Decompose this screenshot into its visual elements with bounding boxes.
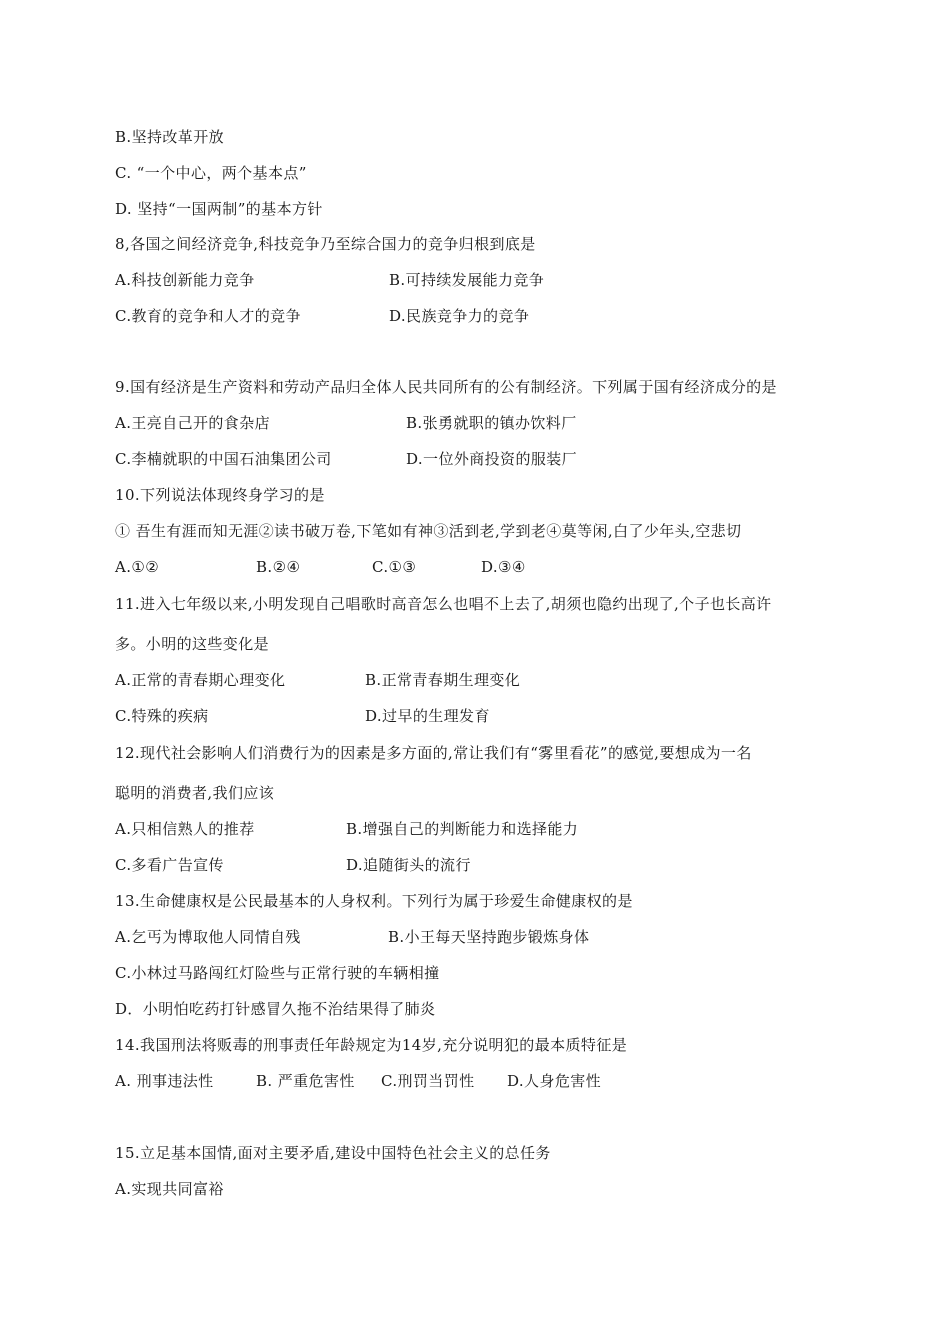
q9-option-c: C.李楠就职的中国石油集团公司 — [115, 450, 332, 468]
q10-option-d: D.③④ — [481, 558, 526, 576]
q12-option-b: B.增强自己的判断能力和选择能力 — [346, 820, 579, 838]
q11-option-a: A.正常的青春期心理变化 — [115, 671, 286, 689]
q14-option-a: A. 刑事违法性 — [115, 1072, 214, 1090]
q8-option-d: D.民族竞争力的竞争 — [389, 307, 530, 325]
q8-option-a: A.科技创新能力竞争 — [115, 271, 255, 289]
q12-option-c: C.多看广告宣传 — [115, 856, 224, 874]
q9-option-d: D.一位外商投资的服装厂 — [406, 450, 578, 468]
q13-option-a: A.乞丐为博取他人同情自残 — [115, 928, 301, 946]
q13-stem: 13.生命健康权是公民最基本的人身权利。下列行为属于珍爱生命健康权的是 — [115, 892, 633, 910]
q13-option-b: B.小王每天坚持跑步锻炼身体 — [388, 928, 590, 946]
q7-option-d: D. 坚持“一国两制”的基本方针 — [115, 200, 323, 218]
q14-option-c: C.刑罚当罚性 — [381, 1072, 475, 1090]
q7-option-b: B.坚持改革开放 — [115, 128, 224, 146]
q14-stem: 14.我国刑法将贩毒的刑事责任年龄规定为14岁,充分说明犯的最本质特征是 — [115, 1036, 628, 1054]
q13-option-c: C.小林过马路闯红灯险些与正常行驶的车辆相撞 — [115, 964, 440, 982]
q12-stem-line2: 聪明的消费者,我们应该 — [115, 784, 275, 802]
q10-stem: 10.下列说法体现终身学习的是 — [115, 486, 325, 504]
q11-option-c: C.特殊的疾病 — [115, 707, 209, 725]
q12-stem-line1: 12.现代社会影响人们消费行为的因素是多方面的,常让我们有“雾里看花”的感觉,要想成为一名 — [115, 744, 752, 762]
q10-items: ① 吾生有涯而知无涯②读书破万卷,下笔如有神③活到老,学到老④莫等闲,白了少年头,空悲切 — [115, 522, 742, 540]
q10-option-a: A.①② — [115, 558, 160, 576]
q7-option-c: C. “一个中心，两个基本点” — [115, 164, 307, 182]
q14-option-d: D.人身危害性 — [507, 1072, 602, 1090]
q12-option-a: A.只相信熟人的推荐 — [115, 820, 255, 838]
q13-option-d: D．小明怕吃药打针感冒久拖不治结果得了肺炎 — [115, 1000, 436, 1018]
q14-option-b: B. 严重危害性 — [256, 1072, 355, 1090]
q8-option-b: B.可持续发展能力竞争 — [389, 271, 545, 289]
q10-option-b: B.②④ — [256, 558, 301, 576]
q8-stem: 8,各国之间经济竞争,科技竞争乃至综合国力的竞争归根到底是 — [115, 235, 536, 253]
q9-option-b: B.张勇就职的镇办饮料厂 — [406, 414, 577, 432]
q12-option-d: D.追随街头的流行 — [346, 856, 471, 874]
q9-stem: 9.国有经济是生产资料和劳动产品归全体人民共同所有的公有制经济。下列属于国有经济成分的是 — [115, 378, 777, 396]
q11-option-d: D.过早的生理发育 — [365, 707, 490, 725]
q15-stem: 15.立足基本国情,面对主要矛盾,建设中国特色社会主义的总任务 — [115, 1144, 551, 1162]
q9-option-a: A.王亮自己开的食杂店 — [115, 414, 271, 432]
q10-option-c: C.①③ — [372, 558, 417, 576]
q8-option-c: C.教育的竞争和人才的竞争 — [115, 307, 301, 325]
q11-option-b: B.正常青春期生理变化 — [365, 671, 521, 689]
q11-stem-line2: 多。小明的这些变化是 — [115, 635, 270, 653]
q15-option-a: A.实现共同富裕 — [115, 1180, 224, 1198]
q11-stem-line1: 11.进入七年级以来,小明发现自己唱歌时高音怎么也唱不上去了,胡须也隐约出现了,个子也长高许 — [115, 595, 772, 613]
